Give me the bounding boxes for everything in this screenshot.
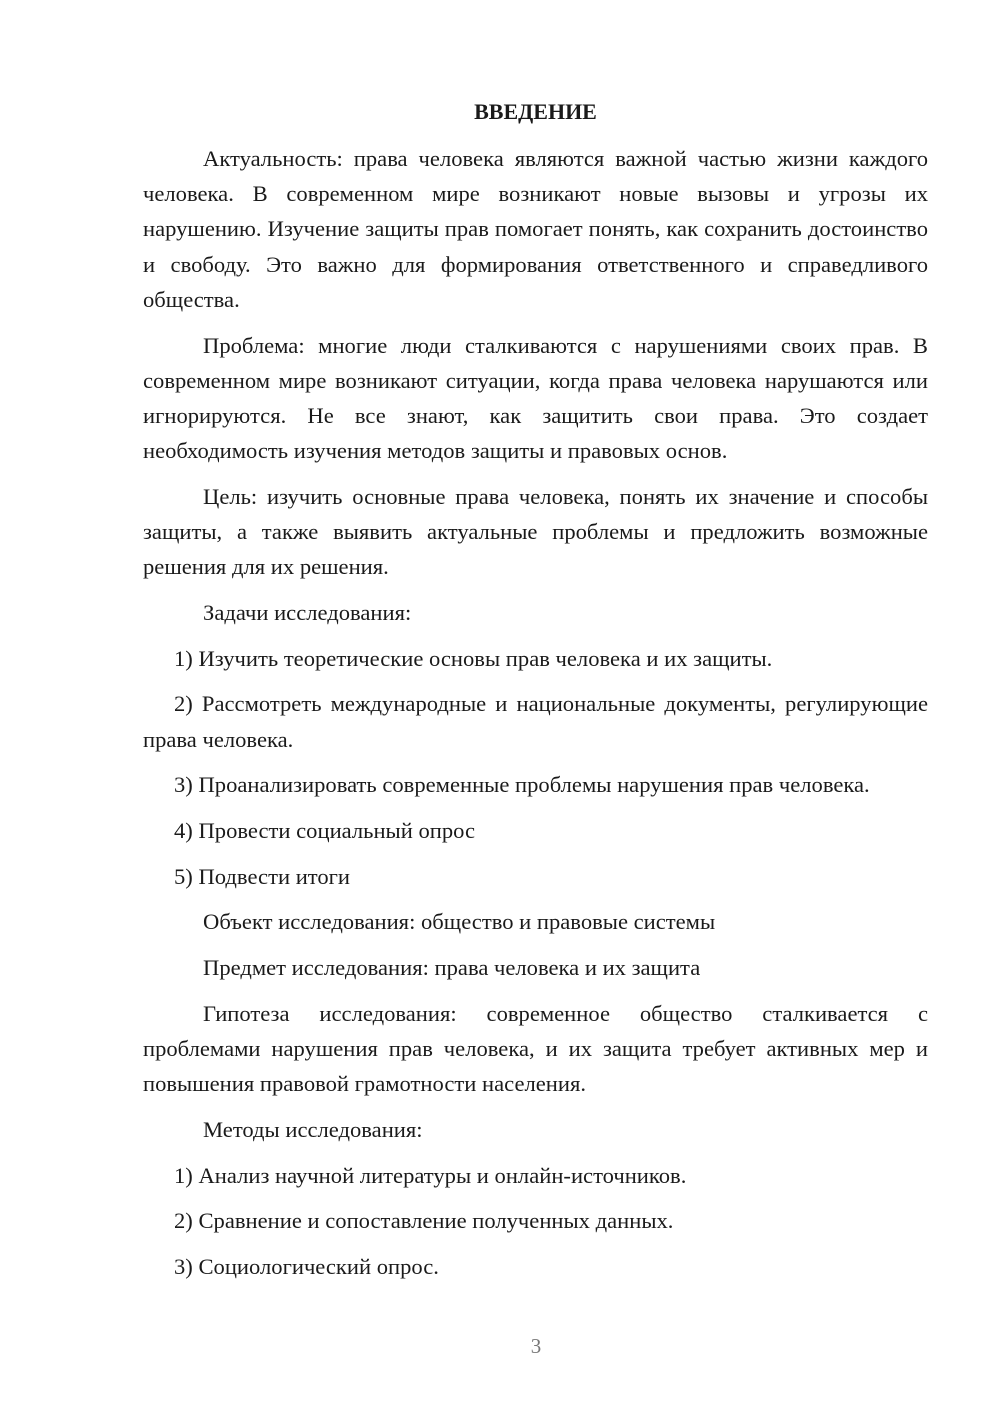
paragraph-problem: Проблема: многие люди сталкиваются с нарушениями своих прав. В современном мире возникают ситуации, когда права человека нарушаются или игнорируются. Не все знают, как защитить свои права. Это создает необходимость изучения методов защиты и правовых основ. [143,332,928,464]
document-body [143,94,928,1295]
research-hypothesis: Гипотеза исследования: современное общество сталкивается с проблемами нарушения прав человека, и их защита требует активных мер и повышения правовой грамотности населения. [143,1000,928,1097]
research-subject: Предмет исследования: права человека и их защита [203,955,701,981]
task-item-5: 5) Подвести итоги [174,863,351,889]
method-item-3: 3) Социологический опрос. [174,1253,439,1279]
task-item-3: 3) Проанализировать современные проблемы нарушения прав человека. [174,772,870,798]
page-number: 3 [530,1334,542,1358]
task-item-1: 1) Изучить теоретические основы прав человека и их защиты. [174,645,773,671]
tasks-heading: Задачи исследования: [203,599,412,625]
task-item-4: 4) Провести социальный опрос [174,817,476,843]
paragraph-relevance: Актуальность: права человека являются важной частью жизни каждого человека. В современном мире возникают новые вызовы и угрозы их нарушению. Изучение защиты прав помогает понять, как сохранить достоинство и свободу. Это важно для формирования ответственного и справедливого общества. [143,146,928,312]
paragraph-goal: Цель: изучить основные права человека, понять их значение и способы защиты, а также выявить актуальные проблемы и предложить возможные решения для их решения. [143,483,928,580]
section-title: ВВЕДЕНИЕ [474,99,597,124]
method-item-2: 2) Сравнение и сопоставление полученных данных. [174,1208,674,1234]
methods-heading: Методы исследования: [203,1116,423,1142]
task-item-2: 2) Рассмотреть международные и национальные документы, регулирующие права человека. [143,691,928,752]
research-object: Объект исследования: общество и правовые системы [203,909,716,935]
method-item-1: 1) Анализ научной литературы и онлайн-источников. [174,1162,687,1188]
